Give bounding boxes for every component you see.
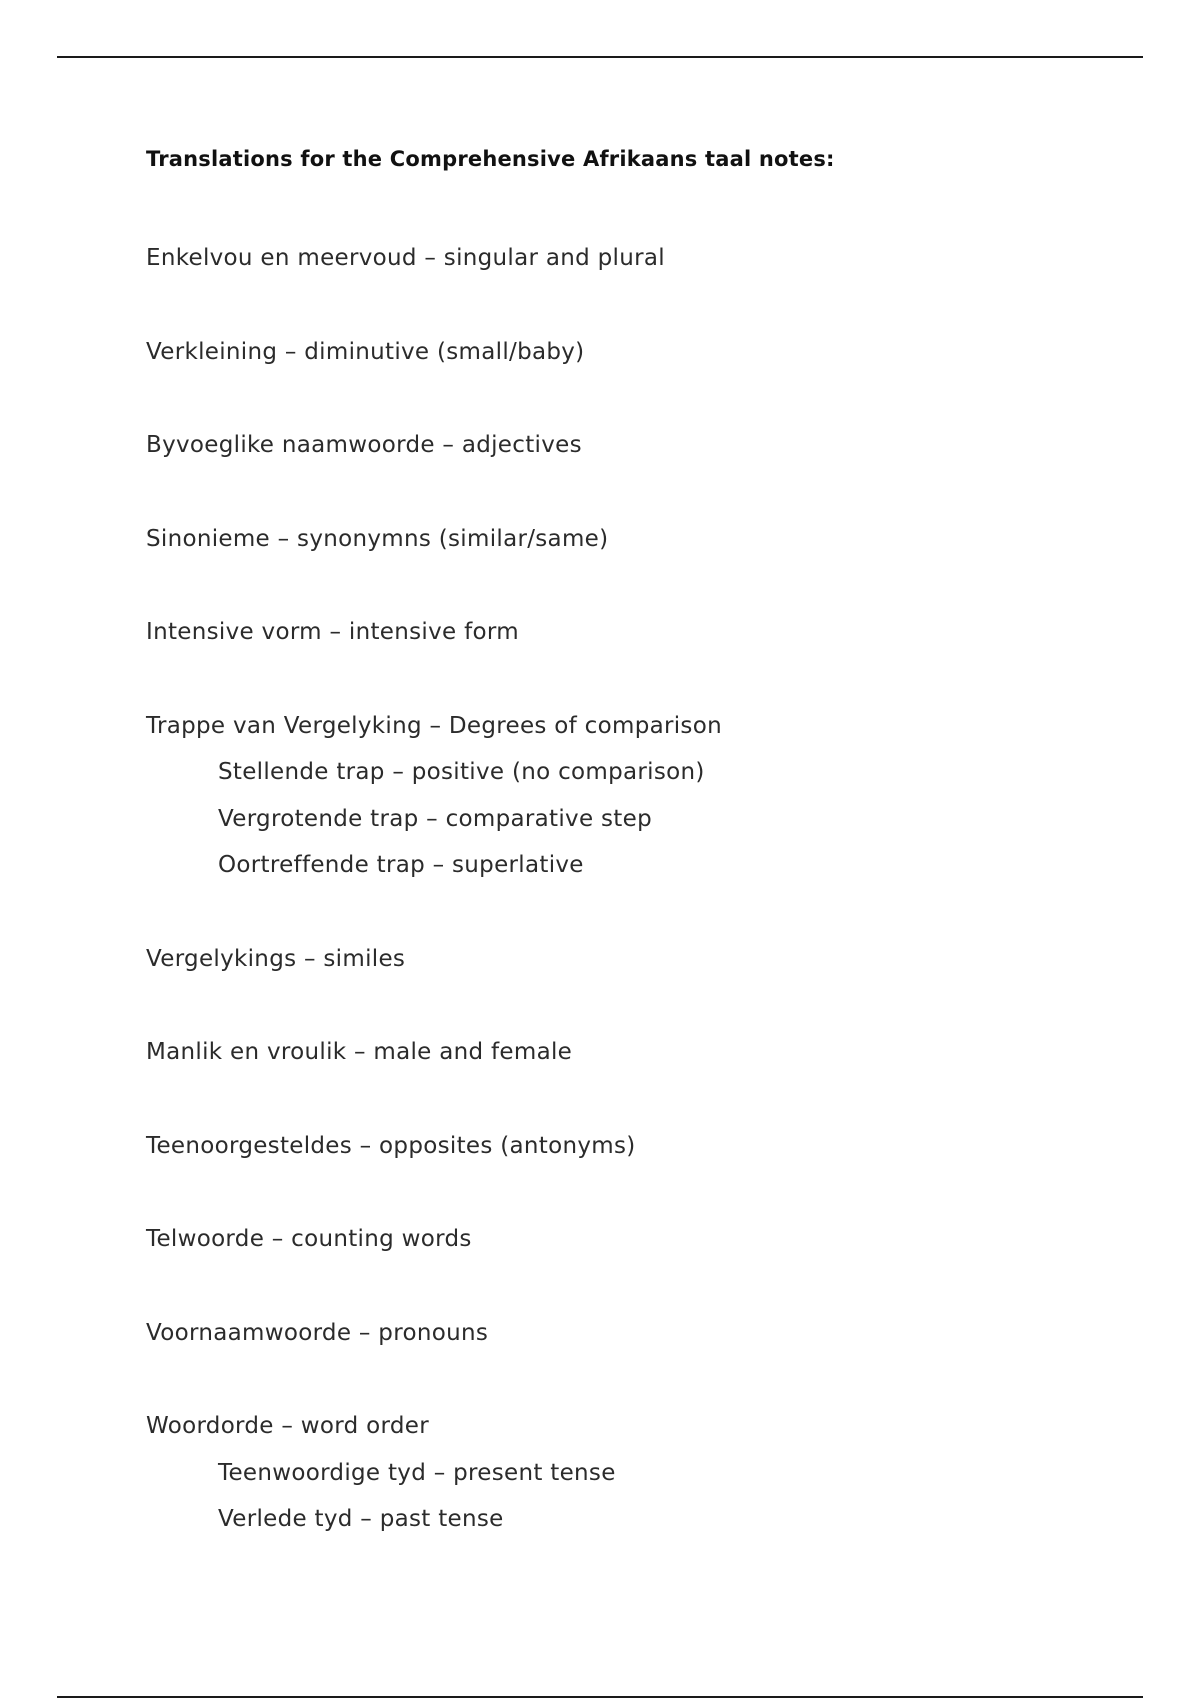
entry-intensive-vorm bbox=[146, 609, 1126, 656]
entry-vergelykings bbox=[146, 936, 1126, 983]
document-title: Translations for the Comprehensive Afrikaans taal notes: bbox=[146, 147, 835, 171]
sub-entry-line: Vergrotende trap – comparative step bbox=[218, 805, 652, 832]
entry-line: Verkleining – diminutive (small/baby) bbox=[146, 338, 585, 365]
entry-byvoeglike-naamwoorde bbox=[146, 422, 1126, 469]
entry-verkleining bbox=[146, 329, 1126, 376]
entry-line: Teenoorgesteldes – opposites (antonyms) bbox=[146, 1132, 636, 1159]
top-rule bbox=[57, 56, 1143, 58]
entry-enkelvou bbox=[146, 235, 1126, 282]
entry-trappe-van-vergelyking bbox=[146, 703, 1126, 889]
entry-voornaamwoorde bbox=[146, 1310, 1126, 1357]
entry-line: Byvoeglike naamwoorde – adjectives bbox=[146, 432, 582, 458]
entry-sinonieme bbox=[146, 516, 1126, 563]
entry-line: Woordorde – word order bbox=[146, 1413, 429, 1439]
entry-manlik-en-vroulik bbox=[146, 1029, 1126, 1076]
entry-line: Voornaamwoorde – pronouns bbox=[146, 1319, 489, 1346]
entry-teenoorgesteldes bbox=[146, 1123, 1126, 1170]
sub-entry-line: Oortreffende trap – superlative bbox=[218, 852, 584, 878]
entry-line: Manlik en vroulik – male and female bbox=[146, 1039, 573, 1065]
entry-telwoorde bbox=[146, 1216, 1126, 1263]
sub-entry-line: Teenwoordige tyd – present tense bbox=[218, 1459, 616, 1486]
entry-line: Sinonieme – synonymns (similar/same) bbox=[146, 525, 609, 552]
bottom-rule bbox=[57, 1696, 1143, 1698]
sub-entry-line: Verlede tyd – past tense bbox=[218, 1506, 504, 1532]
entry-line: Enkelvou en meervoud – singular and plural bbox=[146, 245, 665, 271]
entry-line: Trappe van Vergelyking – Degrees of comparison bbox=[146, 712, 722, 739]
document-body bbox=[146, 141, 1126, 1590]
entry-line: Intensive vorm – intensive form bbox=[146, 619, 519, 645]
entry-line: Telwoorde – counting words bbox=[146, 1226, 472, 1252]
entry-woordorde bbox=[146, 1403, 1126, 1543]
sub-entry-line: Stellende trap – positive (no comparison) bbox=[218, 759, 705, 785]
entry-line: Vergelykings – similes bbox=[146, 945, 406, 972]
